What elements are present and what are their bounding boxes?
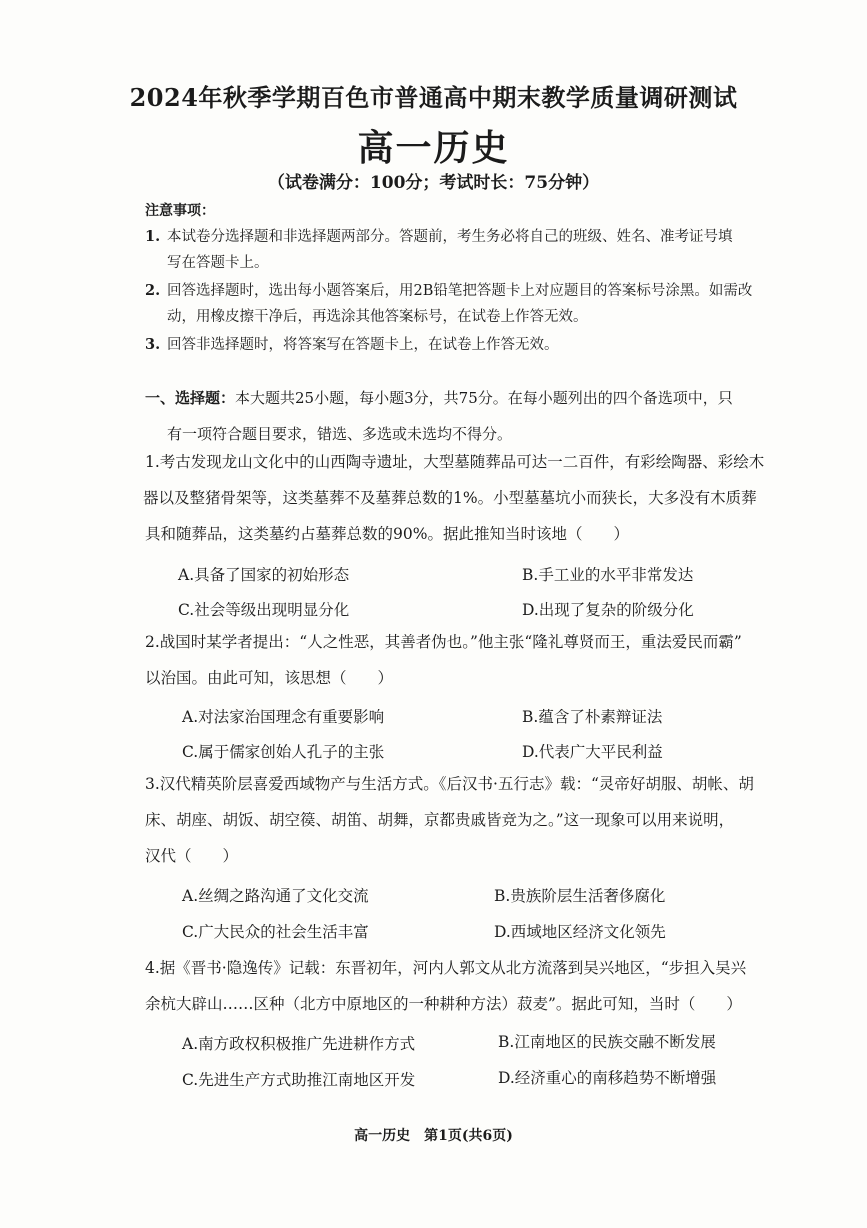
- question-4: [145, 950, 785, 1022]
- option-b: B.贵族阶层生活奢侈腐化: [494, 887, 666, 905]
- subject-title: 高一历史: [357, 127, 510, 169]
- question-text-line: 床、胡座、胡饭、胡空篌、胡笛、胡舞，京都贵戚皆竞为之。”这一现象可以用来说明，: [145, 811, 735, 829]
- question-text-line: 汉代（ ）: [145, 847, 239, 865]
- question-text-line: 3.汉代精英阶层喜爱西域物产与生活方式。《后汉书·五行志》载：“灵帝好胡服、胡帐、胡: [145, 775, 754, 793]
- option-d: D.出现了复杂的阶级分化: [522, 601, 694, 619]
- option-a: A.对法家治国理念有重要影响: [182, 708, 385, 726]
- question-3: [145, 766, 785, 874]
- option-d: D.西域地区经济文化领先: [494, 923, 666, 941]
- note-text: 回答选择题时，选出每小题答案后，用2B铅笔把答题卡上对应题目的答案标号涂黑。如需改: [167, 283, 753, 299]
- note-number: 2.: [145, 282, 161, 299]
- option-c: C.先进生产方式助推江南地区开发: [182, 1071, 416, 1089]
- note-text-continued: 动，用橡皮擦干净后，再选涂其他答案标号，在试卷上作答无效。: [167, 309, 588, 325]
- option-b: B.江南地区的民族交融不断发展: [498, 1033, 716, 1051]
- question-text-line: 余杭大辟山……区种（北方中原地区的一种耕种方法）菽麦”。据此可知，当时（ ）: [145, 995, 742, 1013]
- note-text: 本试卷分选择题和非选择题两部分。答题前，考生务必将自己的班级、姓名、准考证号填: [167, 229, 733, 245]
- exam-title: 2024年秋季学期百色市普通高中期末教学质量调研测试: [129, 83, 738, 112]
- section-heading: [145, 380, 785, 452]
- question-text-line: 1.考古发现龙山文化中的山西陶寺遗址，大型墓随葬品可达一二百件，有彩绘陶器、彩绘木: [145, 453, 765, 471]
- question-text-line: 器以及整猪骨架等，这类墓葬不及墓葬总数的1%。小型墓墓坑小而狭长，大多没有木质葬: [143, 489, 757, 507]
- note-item-2: [145, 278, 785, 330]
- notes-heading: 注意事项：: [145, 203, 215, 219]
- section-instructions: 本大题共25小题，每小题3分，共75分。在每小题列出的四个备选项中，只: [235, 389, 733, 407]
- note-text: 回答非选择题时，将答案写在答题卡上，在试卷上作答无效。: [167, 337, 559, 353]
- option-b: B.手工业的水平非常发达: [522, 566, 694, 584]
- question-2: [145, 624, 785, 696]
- note-number: 3.: [145, 336, 161, 353]
- question-text-line: 具和随葬品，这类墓约占墓葬总数的90%。据此推知当时该地（ ）: [145, 525, 629, 543]
- option-c: C.社会等级出现明显分化: [178, 601, 350, 619]
- question-text-line: 4.据《晋书·隐逸传》记载：东晋初年，河内人郭文从北方流落到吴兴地区，“步担入吴兴: [145, 959, 747, 977]
- page-footer: 高一历史 第1页(共6页): [354, 1128, 513, 1144]
- option-d: D.代表广大平民利益: [522, 743, 663, 761]
- note-text-continued: 写在答题卡上。: [167, 255, 269, 271]
- section-label: 一、选择题：: [145, 389, 236, 407]
- section-instructions-continued: 有一项符合题目要求，错选、多选或未选均不得分。: [167, 425, 513, 443]
- option-a: A.具备了国家的初始形态: [178, 566, 350, 584]
- option-c: C.属于儒家创始人孔子的主张: [182, 743, 385, 761]
- note-item-3: [145, 332, 785, 358]
- option-b: B.蕴含了朴素辩证法: [522, 708, 663, 726]
- question-1: [145, 444, 785, 552]
- note-number: 1.: [145, 228, 161, 245]
- option-a: A.南方政权积极推广先进耕作方式: [182, 1035, 416, 1053]
- question-text-line: 2.战国时某学者提出：“人之性恶，其善者伪也。”他主张“隆礼尊贤而王，重法爱民而霸”: [145, 633, 742, 651]
- question-text-line: 以治国。由此可知，该思想（ ）: [145, 669, 394, 687]
- option-d: D.经济重心的南移趋势不断增强: [498, 1069, 717, 1087]
- exam-meta: （试卷满分：100分；考试时长：75分钟）: [267, 173, 600, 193]
- option-a: A.丝绸之路沟通了文化交流: [182, 887, 369, 905]
- option-c: C.广大民众的社会生活丰富: [182, 923, 369, 941]
- note-item-1: [145, 224, 785, 276]
